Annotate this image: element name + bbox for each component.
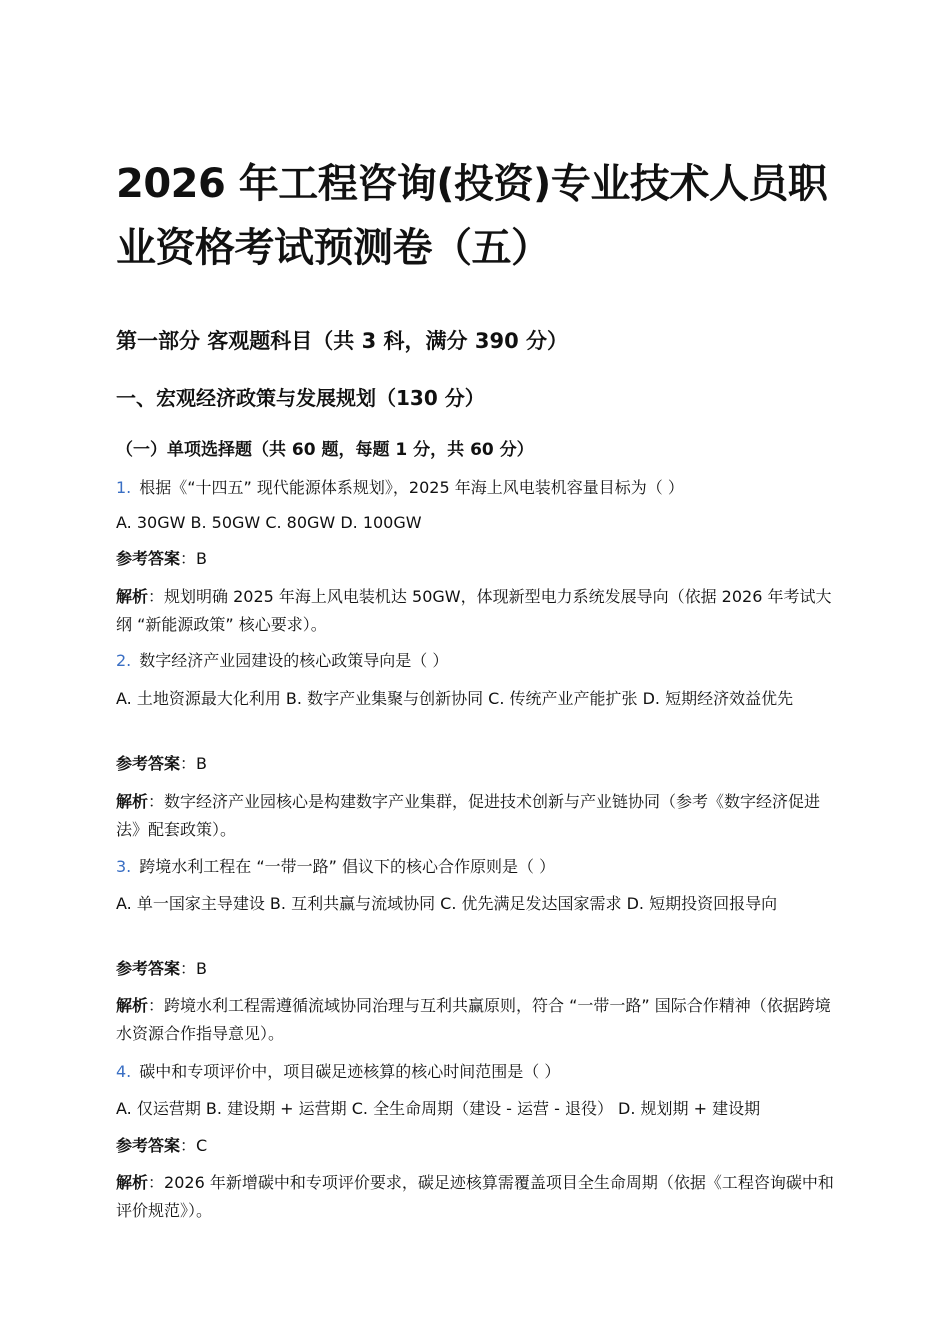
answer-label: 参考答案 — [116, 959, 181, 978]
question-stem — [116, 1058, 838, 1086]
question-answer: 参考答案：B — [116, 754, 208, 773]
question-number: 3. — [116, 857, 132, 876]
analysis-text: 规划明确 2025 年海上风电装机达 50GW，体现新型电力系统发展导向（依据 2026 年考试大纲 “新能源政策” 核心要求）。 — [116, 587, 832, 634]
question-analysis: 解析：数字经济产业园核心是构建数字产业集群，促进技术创新与产业链协同（参考《数字经济促进法》配套政策）。 — [116, 792, 821, 839]
question-stem — [116, 474, 838, 502]
analysis-text: 跨境水利工程需遵循流域协同治理与互利共赢原则，符合 “一带一路” 国际合作精神（依据跨境水资源合作指导意见）。 — [116, 996, 831, 1043]
part-title: 第一部分 客观题科目（共 3 科，满分 390 分） — [116, 329, 569, 353]
question-text: 根据《“十四五” 现代能源体系规划》，2025 年海上风电装机容量目标为（ ） — [139, 478, 684, 497]
analysis-label: 解析 — [116, 1173, 149, 1192]
analysis-label: 解析 — [116, 996, 149, 1015]
answer-value: B — [196, 549, 208, 568]
answer-value: B — [196, 754, 208, 773]
question-number: 2. — [116, 651, 132, 670]
question-options: A. 30GW B. 50GW C. 80GW D. 100GW — [116, 513, 422, 532]
question-options: A. 单一国家主导建设 B. 互利共赢与流域协同 C. 优先满足发达国家需求 D. 短期投资回报导向 — [116, 894, 778, 913]
question-number: 1. — [116, 478, 132, 497]
analysis-label: 解析 — [116, 792, 149, 811]
section-title: 一、宏观经济政策与发展规划（130 分） — [116, 386, 485, 410]
answer-value: B — [196, 959, 208, 978]
question-text: 跨境水利工程在 “一带一路” 倡议下的核心合作原则是（ ） — [139, 857, 556, 876]
question-answer: 参考答案：C — [116, 1136, 208, 1155]
answer-label: 参考答案 — [116, 1136, 181, 1155]
subsection-title: （一）单项选择题（共 60 题，每题 1 分，共 60 分） — [116, 440, 534, 460]
analysis-text: 数字经济产业园核心是构建数字产业集群，促进技术创新与产业链协同（参考《数字经济促进法》配套政策）。 — [116, 792, 821, 839]
answer-label: 参考答案 — [116, 549, 181, 568]
question-number: 4. — [116, 1062, 132, 1081]
question-stem — [116, 647, 838, 675]
document-title: 2026 年工程咨询(投资)专业技术人员职业资格考试预测卷（五） — [116, 161, 828, 271]
question-analysis: 解析：2026 年新增碳中和专项评价要求，碳足迹核算需覆盖项目全生命周期（依据《工程咨询碳中和评价规范》）。 — [116, 1173, 834, 1220]
question-text: 碳中和专项评价中，项目碳足迹核算的核心时间范围是（ ） — [139, 1062, 561, 1081]
question-analysis: 解析：规划明确 2025 年海上风电装机达 50GW，体现新型电力系统发展导向（依据 2026 年考试大纲 “新能源政策” 核心要求）。 — [116, 587, 832, 634]
analysis-text: 2026 年新增碳中和专项评价要求，碳足迹核算需覆盖项目全生命周期（依据《工程咨询碳中和评价规范》）。 — [116, 1173, 834, 1220]
question-text: 数字经济产业园建设的核心政策导向是（ ） — [139, 651, 449, 670]
question-stem — [116, 853, 838, 881]
answer-label: 参考答案 — [116, 754, 181, 773]
question-options: A. 仅运营期 B. 建设期 + 运营期 C. 全生命周期（建设 - 运营 - 退役） D. 规划期 + 建设期 — [116, 1099, 761, 1118]
analysis-label: 解析 — [116, 587, 149, 606]
question-answer: 参考答案：B — [116, 549, 208, 568]
question-analysis: 解析：跨境水利工程需遵循流域协同治理与互利共赢原则，符合 “一带一路” 国际合作精神（依据跨境水资源合作指导意见）。 — [116, 996, 831, 1043]
question-options: A. 土地资源最大化利用 B. 数字产业集聚与创新协同 C. 传统产业产能扩张 D. 短期经济效益优先 — [116, 689, 794, 708]
answer-value: C — [196, 1136, 208, 1155]
question-answer: 参考答案：B — [116, 959, 208, 978]
